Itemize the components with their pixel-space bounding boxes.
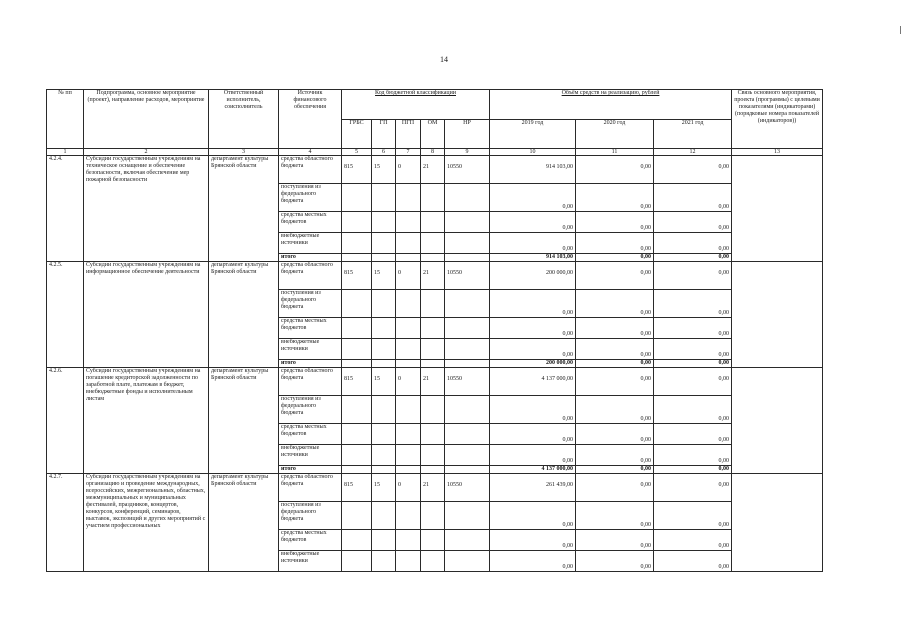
value-2020: 0,00 [576,368,654,396]
column-number: 4 [279,149,342,156]
source-total: итого [279,466,342,474]
table-row [47,262,823,290]
code-gp: 15 [372,474,396,502]
total-2019: 4 137 000,00 [490,466,576,474]
value-2020: 0,00 [576,262,654,290]
value-2020: 0,00 [576,551,654,572]
table-row [47,156,823,184]
value-2020: 0,00 [576,212,654,233]
code-pgp: 0 [396,474,421,502]
source-federal: поступления из федерального бюджета [279,396,342,424]
header-gp: ГП [372,119,396,149]
header-num: № пп [47,90,84,149]
source-regional: средства областного бюджета [279,368,342,396]
row-number: 4.2.5. [47,262,84,368]
value-2020: 0,00 [576,502,654,530]
source-total: итого [279,360,342,368]
budget-table [46,89,823,572]
value-2020: 0,00 [576,530,654,551]
code-grbs: 815 [342,368,372,396]
column-number: 9 [445,149,490,156]
value-2021: 0,00 [654,502,732,530]
page-number: 14 [440,55,448,64]
measure-name: Субсидии государственным учреждениям на техническое оснащение и обеспечение безопасности, включая обеспечение мер пожарной безопасности [84,156,209,262]
value-2021: 0,00 [654,551,732,572]
header-budget-code: Код бюджетной классификации [342,90,490,120]
indicator-link [732,474,823,572]
header-responsible: Ответственный исполнитель, соисполнитель [209,90,279,149]
value-2020: 0,00 [576,233,654,254]
code-grbs: 815 [342,262,372,290]
value-2021: 0,00 [654,339,732,360]
code-gp: 15 [372,156,396,184]
value-2020: 0,00 [576,156,654,184]
header-2021: 2021 год [654,119,732,149]
code-np: 10550 [445,156,490,184]
value-2021: 0,00 [654,445,732,466]
column-number: 5 [342,149,372,156]
value-2019: 261 439,00 [490,474,576,502]
header-om: ОМ [421,119,445,149]
value-2019: 0,00 [490,212,576,233]
value-2019: 0,00 [490,339,576,360]
column-number: 11 [576,149,654,156]
total-2020: 0,00 [576,360,654,368]
source-local: средства местных бюджетов [279,212,342,233]
code-om: 21 [421,262,445,290]
source-local: средства местных бюджетов [279,530,342,551]
code-pgp: 0 [396,156,421,184]
value-2020: 0,00 [576,396,654,424]
total-2020: 0,00 [576,466,654,474]
header-2019: 2019 год [490,119,576,149]
value-2019: 0,00 [490,233,576,254]
source-federal: поступления из федерального бюджета [279,184,342,212]
value-2020: 0,00 [576,290,654,318]
value-2020: 0,00 [576,184,654,212]
value-2021: 0,00 [654,424,732,445]
value-2020: 0,00 [576,339,654,360]
source-extra: внебюджетные источники [279,233,342,254]
column-number: 8 [421,149,445,156]
code-om: 21 [421,368,445,396]
code-grbs: 815 [342,474,372,502]
value-2021: 0,00 [654,318,732,339]
code-gp: 15 [372,368,396,396]
value-2019: 0,00 [490,396,576,424]
column-number: 10 [490,149,576,156]
responsible-executor: департамент культуры Брянской области [209,474,279,572]
code-np: 10550 [445,474,490,502]
total-2021: 0,00 [654,360,732,368]
code-grbs: 815 [342,156,372,184]
value-2021: 0,00 [654,474,732,502]
header-link: Связь основного мероприятия, проекта (программы) с целевыми показателями (индикаторами) (порядковые номера показателей (индикаторов)) [732,90,823,149]
measure-name: Субсидии государственным учреждениям на погашение кредиторской задолженности по заработной плате, платежам в бюджет, внебюджетные фонды и исполнительным листам [84,368,209,474]
value-2019: 0,00 [490,290,576,318]
header-subprogram: Подпрограмма, основное мероприятие (проект), направление расходов, мероприятие [84,90,209,149]
code-gp: 15 [372,262,396,290]
value-2019: 4 137 000,00 [490,368,576,396]
value-2019: 0,00 [490,424,576,445]
indicator-link [732,368,823,474]
column-number: 3 [209,149,279,156]
code-np: 10550 [445,262,490,290]
value-2020: 0,00 [576,424,654,445]
page-edge-mark [900,26,901,34]
value-2019: 0,00 [490,551,576,572]
value-2021: 0,00 [654,368,732,396]
value-2020: 0,00 [576,445,654,466]
code-pgp: 0 [396,368,421,396]
column-number: 7 [396,149,421,156]
column-number-row [47,149,823,156]
column-number: 13 [732,149,823,156]
row-number: 4.2.6. [47,368,84,474]
row-number: 4.2.4. [47,156,84,262]
value-2019: 0,00 [490,445,576,466]
responsible-executor: департамент культуры Брянской области [209,262,279,368]
code-np: 10550 [445,368,490,396]
value-2021: 0,00 [654,156,732,184]
source-total: итого [279,254,342,262]
header-pgp: ПГП [396,119,421,149]
header-2020: 2020 год [576,119,654,149]
total-2019: 914 103,00 [490,254,576,262]
indicator-link [732,156,823,262]
table-row [47,368,823,396]
value-2021: 0,00 [654,212,732,233]
column-number: 2 [84,149,209,156]
responsible-executor: департамент культуры Брянской области [209,156,279,262]
source-extra: внебюджетные источники [279,445,342,466]
source-regional: средства областного бюджета [279,156,342,184]
value-2019: 0,00 [490,530,576,551]
value-2021: 0,00 [654,184,732,212]
value-2021: 0,00 [654,396,732,424]
measure-name: Субсидии государственным учреждениям на организацию и проведение международных, всероссийских, межрегиональных, областных, межмуниципальных и муниципальных фестивалей, праздников, концертов, конкурсов, конференций, семинаров, выставок, экспозиций и других мероприятий с участием профессиональных [84,474,209,572]
value-2021: 0,00 [654,290,732,318]
source-local: средства местных бюджетов [279,424,342,445]
code-om: 21 [421,474,445,502]
value-2021: 0,00 [654,262,732,290]
value-2020: 0,00 [576,474,654,502]
header-source: Источник финансового обеспечения [279,90,342,149]
header-grbs: ГРБС [342,119,372,149]
responsible-executor: департамент культуры Брянской области [209,368,279,474]
value-2019: 914 103,00 [490,156,576,184]
source-regional: средства областного бюджета [279,474,342,502]
source-local: средства местных бюджетов [279,318,342,339]
source-regional: средства областного бюджета [279,262,342,290]
total-2019: 200 000,00 [490,360,576,368]
total-2021: 0,00 [654,254,732,262]
column-number: 12 [654,149,732,156]
source-extra: внебюджетные источники [279,339,342,360]
value-2019: 200 000,00 [490,262,576,290]
header-np: НР [445,119,490,149]
value-2019: 0,00 [490,502,576,530]
row-number: 4.2.7. [47,474,84,572]
code-om: 21 [421,156,445,184]
total-2020: 0,00 [576,254,654,262]
value-2019: 0,00 [490,318,576,339]
source-extra: внебюджетные источники [279,551,342,572]
total-2021: 0,00 [654,466,732,474]
table-row [47,474,823,502]
header-row-1 [47,90,823,120]
column-number: 6 [372,149,396,156]
code-pgp: 0 [396,262,421,290]
indicator-link [732,262,823,368]
source-federal: поступления из федерального бюджета [279,502,342,530]
value-2021: 0,00 [654,233,732,254]
measure-name: Субсидии государственным учреждениям на информационное обеспечение деятельности [84,262,209,368]
column-number: 1 [47,149,84,156]
header-volume: Объём средств на реализацию, рублей [490,90,732,120]
value-2021: 0,00 [654,530,732,551]
value-2020: 0,00 [576,318,654,339]
source-federal: поступления из федерального бюджета [279,290,342,318]
value-2019: 0,00 [490,184,576,212]
